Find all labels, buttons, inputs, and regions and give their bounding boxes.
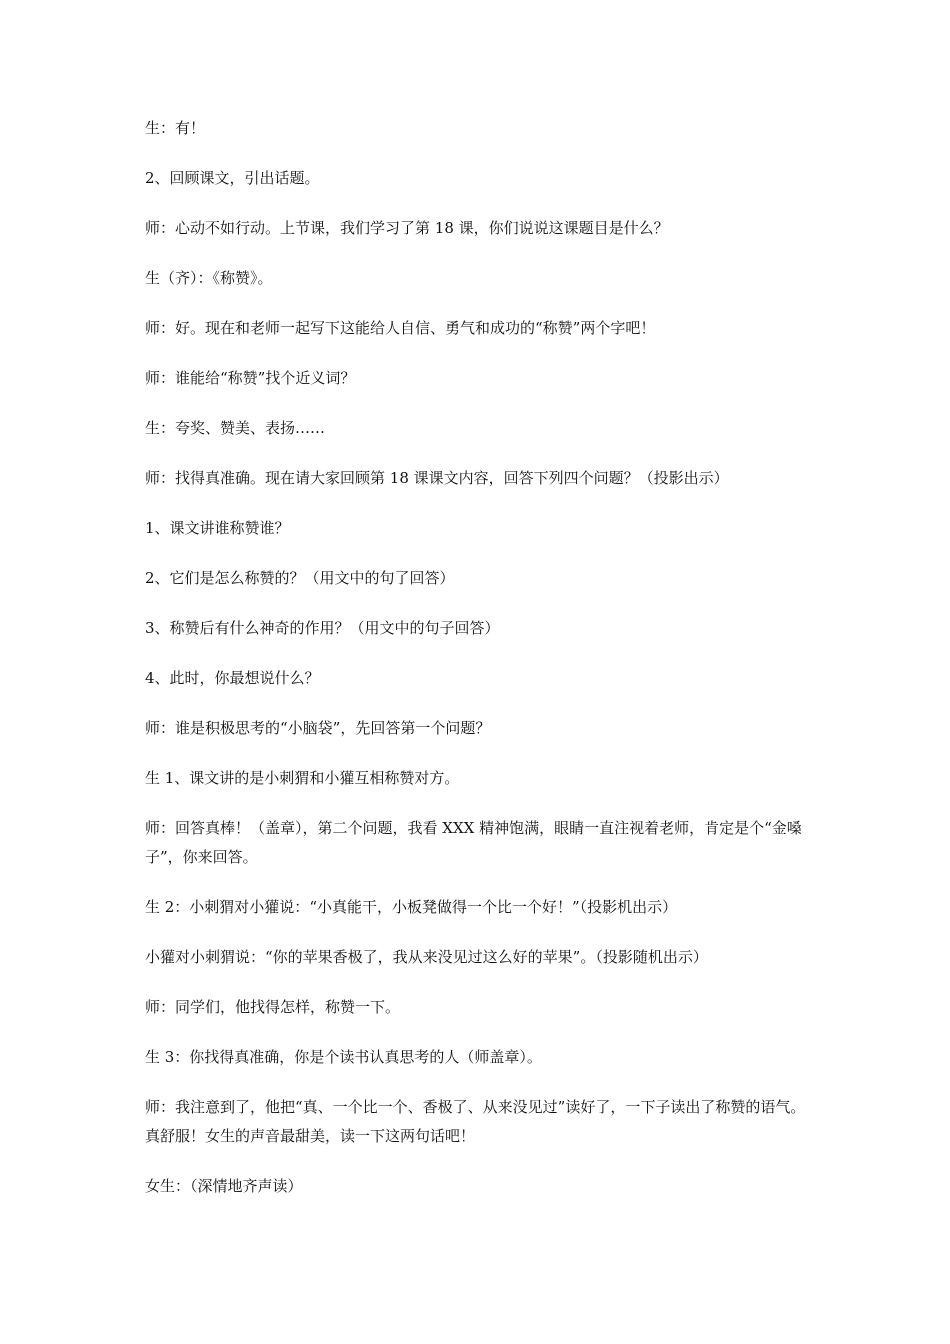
paragraph: 生：夸奖、赞美、表扬…… <box>145 419 326 437</box>
paragraph: 师：同学们，他找得怎样，称赞一下。 <box>145 998 401 1016</box>
paragraph: 生（齐）：《称赞》。 <box>145 269 273 287</box>
paragraph: 师：谁是积极思考的“小脑袋”，先回答第一个问题？ <box>145 719 491 737</box>
paragraph: 师：谁能给“称赞”找个近义词？ <box>145 369 356 387</box>
document-body <box>145 114 810 1222</box>
paragraph: 师：心动不如行动。上节课，我们学习了第 18 课，你们说说这课题目是什么？ <box>145 219 669 237</box>
paragraph: 2、回顾课文，引出话题。 <box>145 169 320 187</box>
paragraph: 师：好。现在和老师一起写下这能给人自信、勇气和成功的“称赞”两个字吧！ <box>145 319 656 337</box>
paragraph: 师：我注意到了，他把“真、一个比一个、香极了、从来没见过”读好了，一下子读出了称赞的语气。真舒服！女生的声音最甜美，读一下这两句话吧！ <box>145 1098 806 1145</box>
paragraph: 小獾对小刺猬说：“你的苹果香极了，我从来没见过这么好的苹果”。（投影随机出示） <box>145 948 708 966</box>
paragraph: 生 2：小刺猬对小獾说：“小真能干，小板凳做得一个比一个好！”（投影机出示） <box>145 898 678 916</box>
paragraph: 师：找得真准确。现在请大家回顾第 18 课课文内容，回答下列四个问题？（投影出示） <box>145 469 729 487</box>
list-item: 4、此时，你最想说什么？ <box>145 669 320 687</box>
list-item: 3、称赞后有什么神奇的作用？（用文中的句子回答） <box>145 619 500 637</box>
paragraph: 生 3：你找得真准确，你是个读书认真思考的人（师盖章）。 <box>145 1048 542 1066</box>
list-item: 1、课文讲谁称赞谁？ <box>145 519 290 537</box>
paragraph: 女生：（深情地齐声读） <box>145 1177 303 1195</box>
paragraph: 师：回答真棒！（盖章），第二个问题，我看 XXX 精神饱满，眼睛一直注视着老师，肯定是个“金嗓子”，你来回答。 <box>145 819 802 866</box>
paragraph: 生 1、课文讲的是小刺猬和小獾互相称赞对方。 <box>145 769 460 787</box>
list-item: 2、它们是怎么称赞的？（用文中的句了回答） <box>145 569 455 587</box>
paragraph: 生：有！ <box>145 119 206 137</box>
